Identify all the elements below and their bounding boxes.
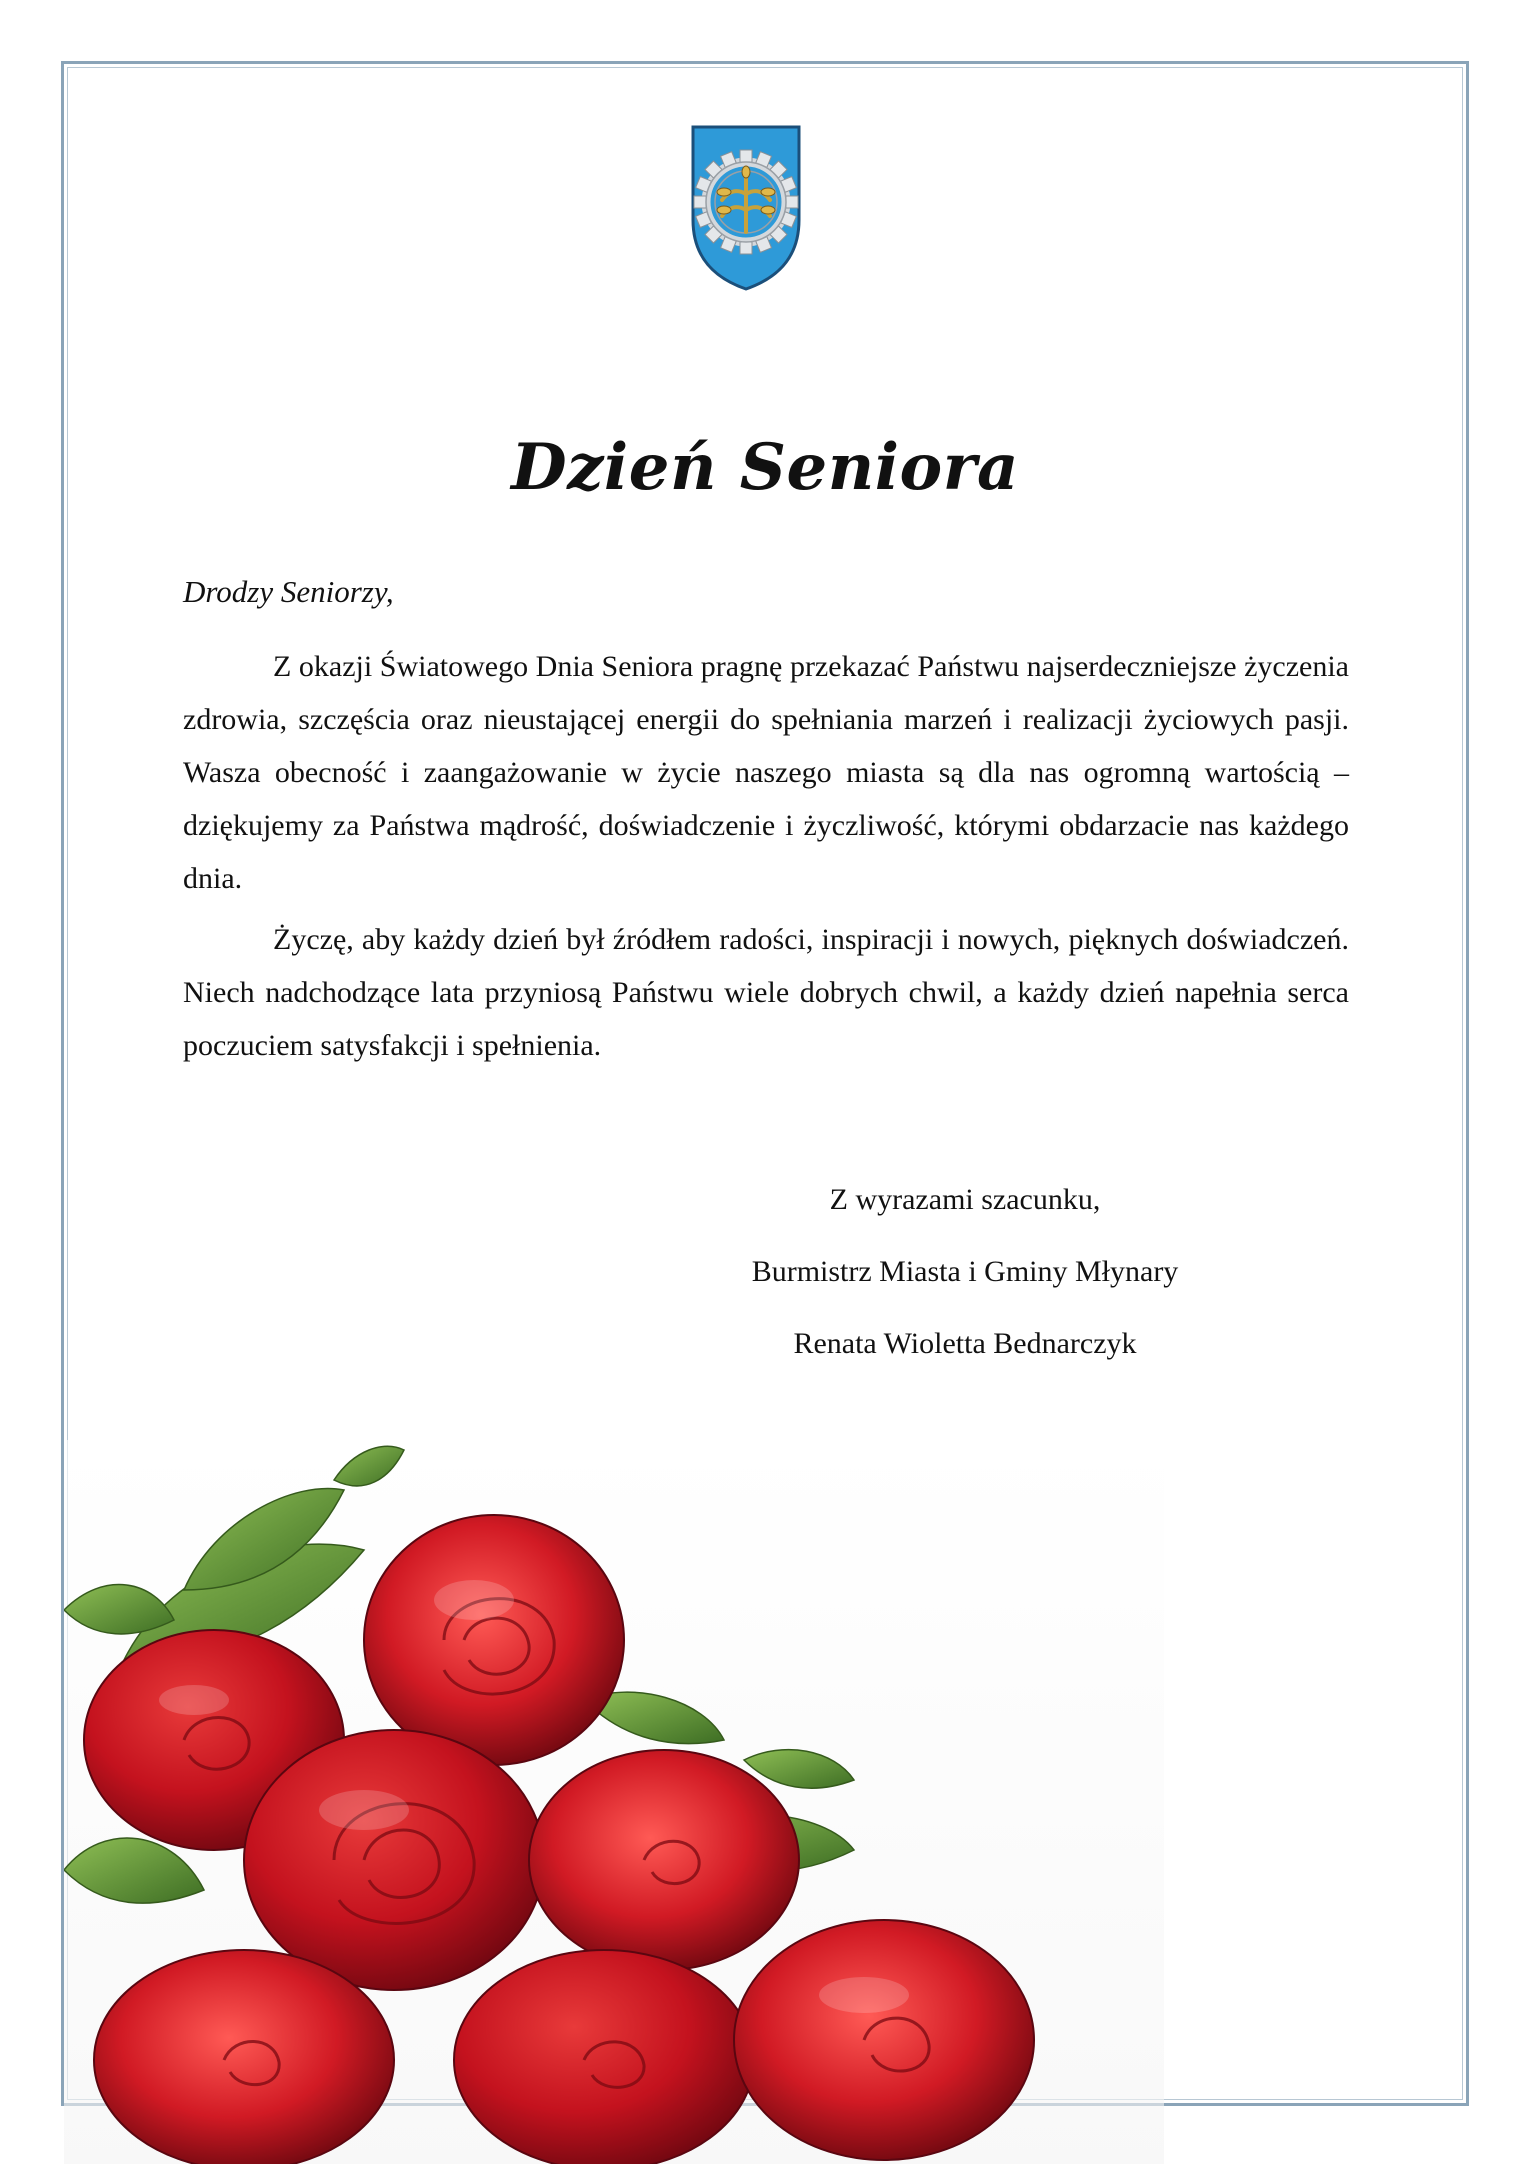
greeting: Drodzy Seniorzy, — [183, 574, 394, 609]
letter-title: Dzień Seniora — [511, 430, 1019, 505]
signature-block — [660, 1178, 1270, 1394]
coat-of-arms-icon — [690, 124, 802, 292]
paragraph: Z okazji Światowego Dnia Seniora pragnę przekazać Państwu najserdeczniejsze życzenia zdrowia, szczęścia oraz nieustającej energii do spełniania marzeń i realizacji życiowych pasji. Wasza obecność i zaangażowanie w życie naszego miasta są dla nas ogromną wartością – dziękujemy za Państwa mądrość, doświadczenie i życzliwość, którymi obdarzacie nas każdego dnia. — [183, 650, 1349, 895]
roses-image — [64, 1440, 1164, 2164]
closing-salutation: Z wyrazami szacunku, — [829, 1183, 1101, 1216]
paragraph: Życzę, aby każdy dzień był źródłem radości, inspiracji i nowych, pięknych doświadczeń. Niech nadchodzące lata przyniosą Państwu wiele dobrych chwil, a każdy dzień napełnia serca poczuciem satysfakcji i spełnienia. — [183, 923, 1349, 1062]
signatory-name: Renata Wioletta Bednarczyk — [793, 1327, 1137, 1360]
letter-body — [183, 640, 1349, 1080]
signatory-position: Burmistrz Miasta i Gminy Młynary — [751, 1255, 1179, 1288]
